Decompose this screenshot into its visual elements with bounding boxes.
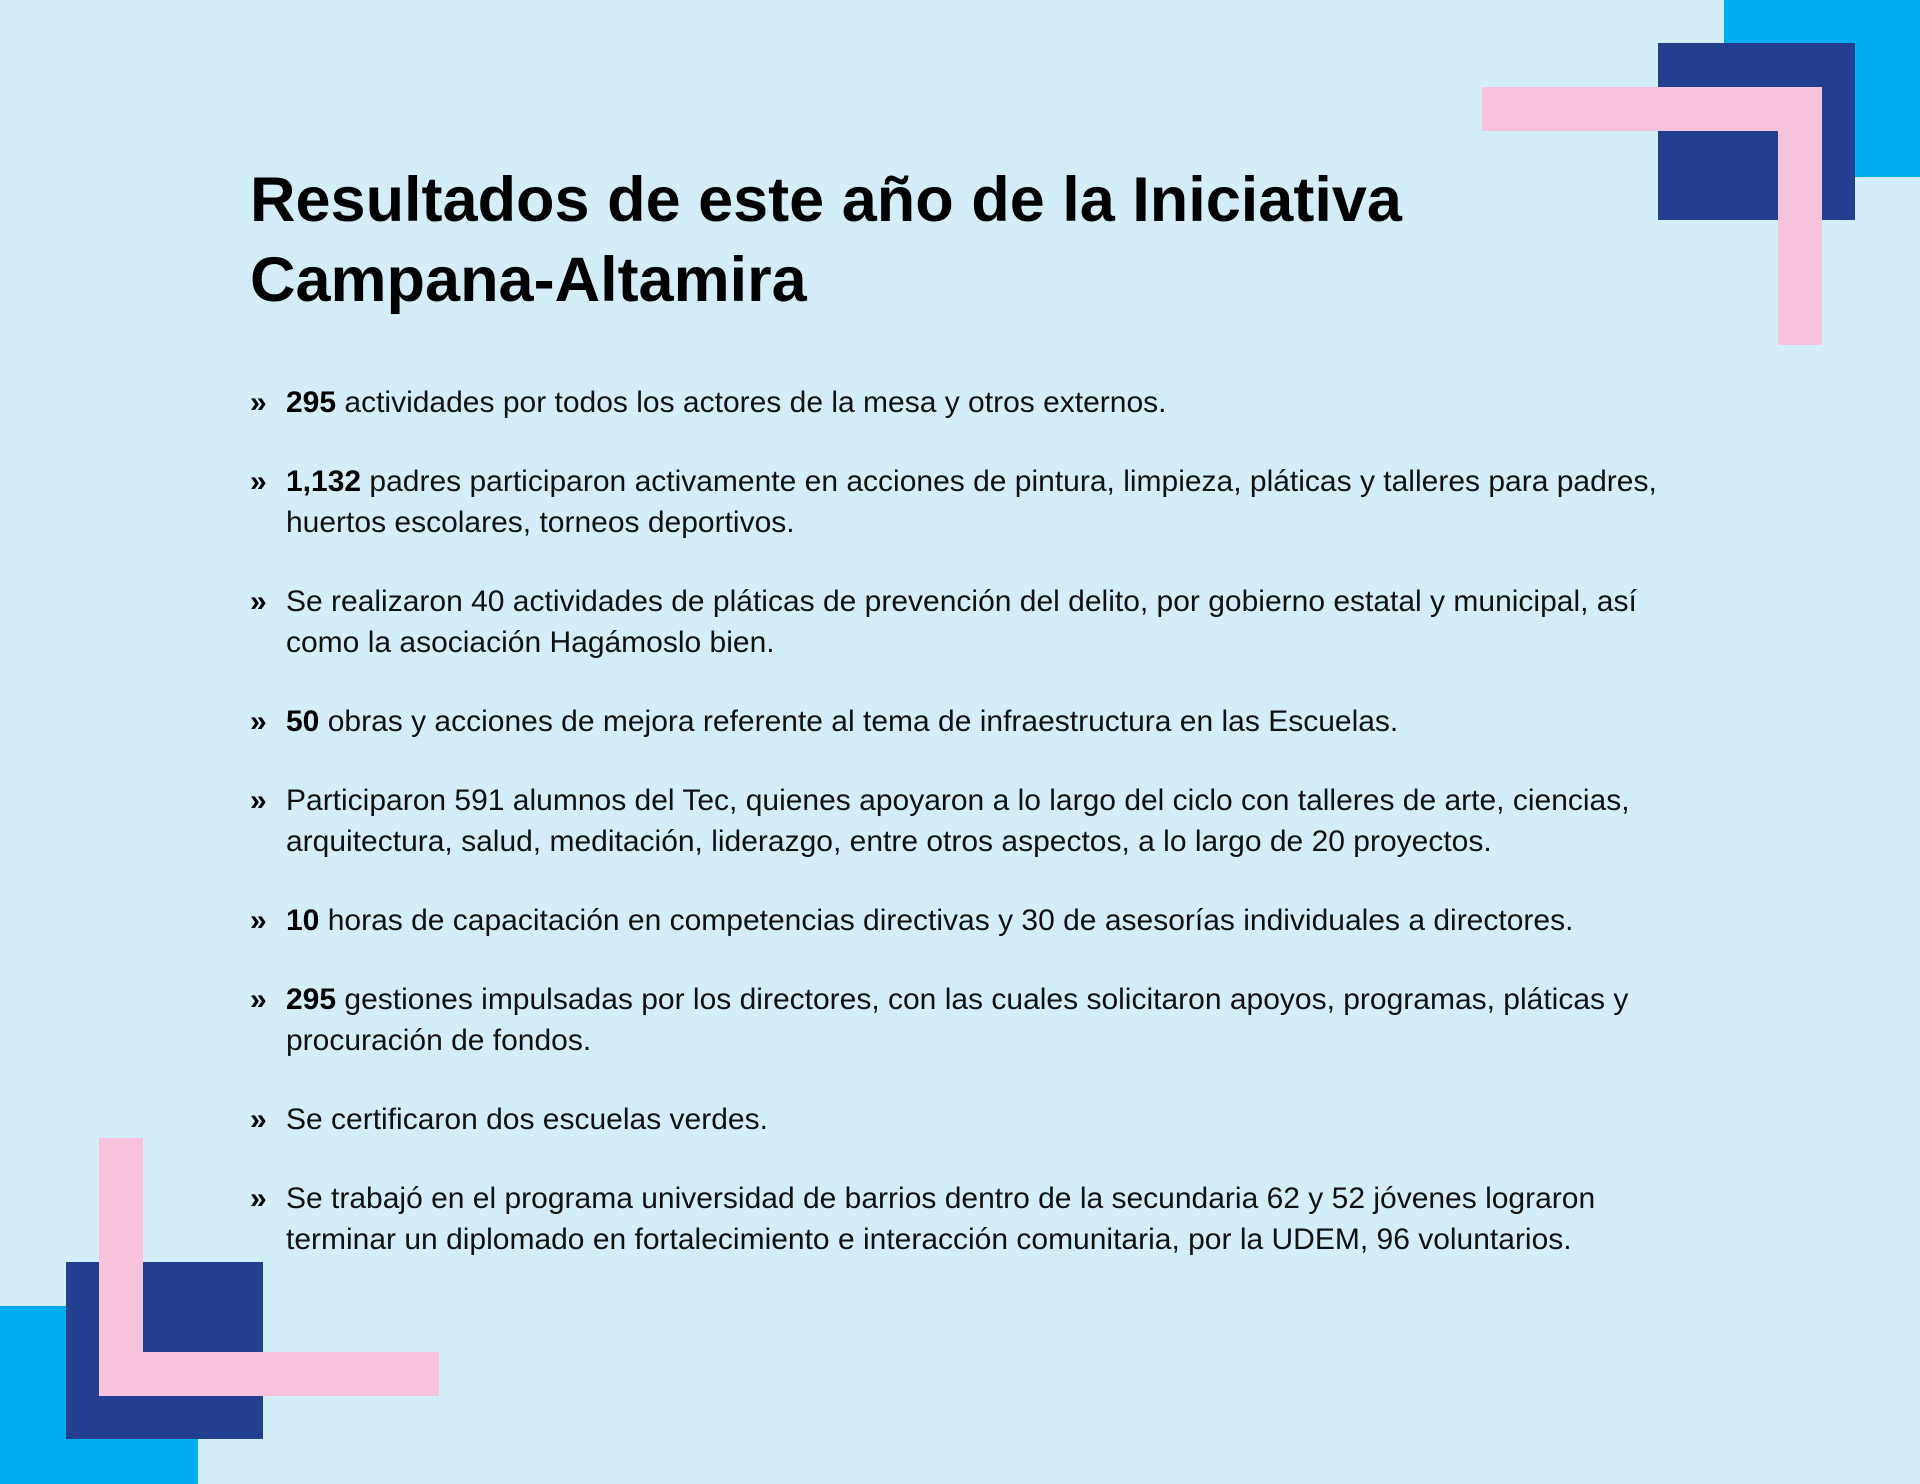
list-item-line-1 — [286, 979, 1770, 1020]
list-item-highlight: 50 — [286, 705, 320, 738]
list-item-line-2: arquitectura, salud, meditación, liderazgo, entre otros aspectos, a lo largo de 20 proyectos. — [286, 825, 1492, 858]
list-item — [250, 461, 1770, 543]
list-item-line-2: huertos escolares, torneos deportivos. — [286, 506, 795, 539]
results-list — [250, 382, 1770, 1298]
corner-accent-top-right-pink-vertical — [1778, 87, 1822, 345]
list-item — [250, 581, 1770, 663]
list-item-highlight: 1,132 — [286, 465, 362, 498]
list-item-line-2: procuración de fondos. — [286, 1024, 592, 1057]
bullet-icon: » — [250, 784, 267, 817]
list-item — [250, 1099, 1770, 1140]
list-item-line-2: como la asociación Hagámoslo bien. — [286, 626, 775, 659]
corner-accent-top-right-pink-horizontal — [1482, 87, 1822, 131]
bullet-icon: » — [250, 1103, 267, 1136]
list-item — [250, 979, 1770, 1061]
list-item-line-1: Se certificaron dos escuelas verdes. — [286, 1103, 768, 1136]
page-title-line-1: Resultados de este año de la Iniciativa — [250, 165, 1402, 235]
corner-accent-top-right-navy — [1658, 43, 1855, 220]
bullet-icon: » — [250, 983, 267, 1016]
list-item-text: horas de capacitación en competencias directivas y 30 de asesorías individuales a directores. — [319, 904, 1574, 937]
bullet-icon: » — [250, 705, 267, 738]
page-title — [250, 160, 1570, 320]
corner-accent-bottom-left-pink-horizontal — [99, 1352, 439, 1396]
list-item-line-1 — [286, 900, 1770, 941]
list-item — [250, 1178, 1770, 1260]
list-item-line-1: Se trabajó en el programa universidad de barrios dentro de la secundaria 62 y 52 jóvenes lograron — [286, 1182, 1596, 1215]
bullet-icon: » — [250, 465, 267, 498]
list-item-line-1: Se realizaron 40 actividades de pláticas de prevención del delito, por gobierno estatal y municipal, así — [286, 585, 1637, 618]
list-item — [250, 900, 1770, 941]
list-item — [250, 382, 1770, 423]
list-item-text: padres participaron activamente en acciones de pintura, limpieza, pláticas y talleres para padres, — [361, 465, 1657, 498]
list-item-line-1 — [286, 461, 1770, 502]
list-item-line-1 — [286, 701, 1770, 742]
page-title-line-2: Campana-Altamira — [250, 245, 807, 315]
list-item-line-2: terminar un diplomado en fortalecimiento e interacción comunitaria, por la UDEM, 96 voluntarios. — [286, 1223, 1572, 1256]
list-item-line-1: Participaron 591 alumnos del Tec, quienes apoyaron a lo largo del ciclo con talleres de arte, ciencias, — [286, 784, 1630, 817]
corner-accent-bottom-left-navy — [66, 1262, 263, 1439]
bullet-icon: » — [250, 585, 267, 618]
bullet-icon: » — [250, 386, 267, 419]
list-item-text: actividades por todos los actores de la mesa y otros externos. — [336, 386, 1167, 419]
list-item-text: gestiones impulsadas por los directores, con las cuales solicitaron apoyos, programas, pláticas y — [336, 983, 1629, 1016]
list-item-highlight: 10 — [286, 904, 320, 937]
list-item — [250, 780, 1770, 862]
list-item-line-1 — [286, 382, 1770, 423]
bullet-icon: » — [250, 904, 267, 937]
list-item-highlight: 295 — [286, 983, 337, 1016]
bullet-icon: » — [250, 1182, 267, 1215]
list-item — [250, 701, 1770, 742]
list-item-highlight: 295 — [286, 386, 337, 419]
list-item-text: obras y acciones de mejora referente al tema de infraestructura en las Escuelas. — [319, 705, 1399, 738]
